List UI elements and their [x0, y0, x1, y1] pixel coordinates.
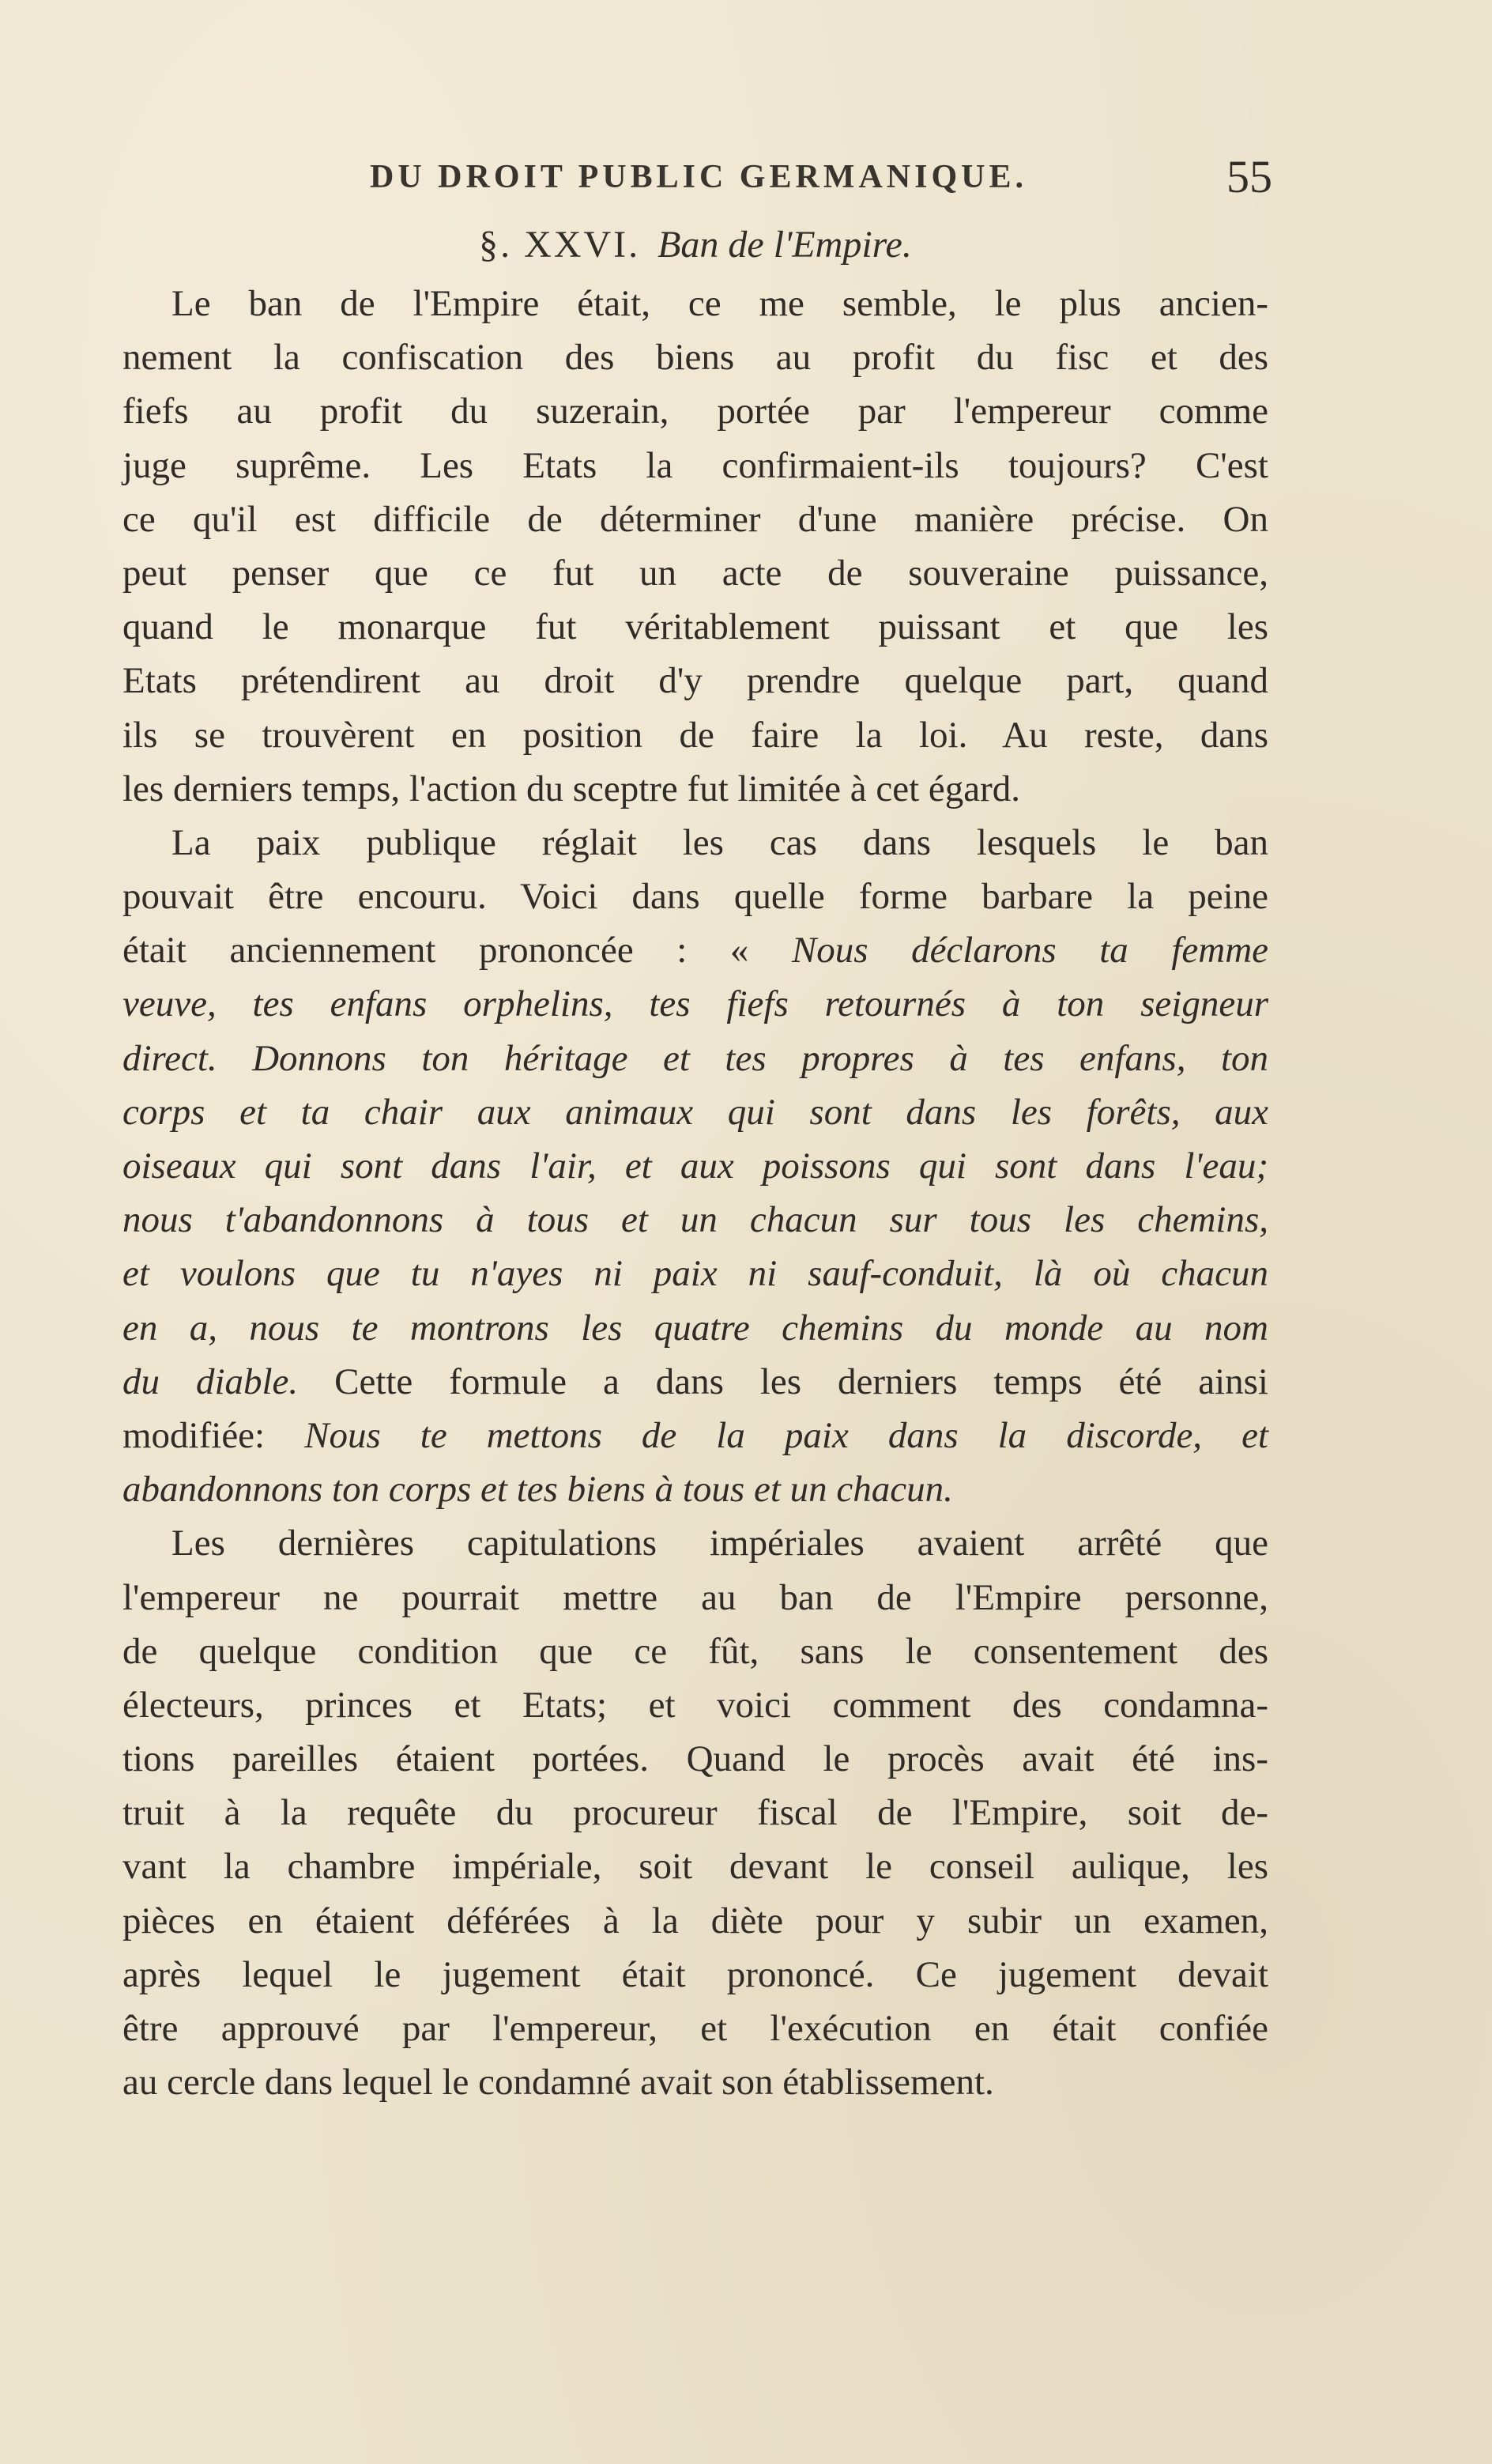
text-segment: électeurs, princes et Etats; et voici comment des condamna-: [122, 1684, 1268, 1726]
text-line: [122, 1732, 1268, 1786]
page-number: 55: [1226, 151, 1272, 202]
text-segment: La paix publique réglait les cas dans lesquels le ban: [171, 821, 1268, 863]
italic-text: abandonnons ton corps et tes biens à tous et un chacun.: [122, 1469, 953, 1511]
text-line: [122, 2002, 1268, 2055]
text-segment: être approuvé par l'empereur, et l'exécution en était confiée: [122, 2008, 1268, 2049]
text-segment: Le ban de l'Empire était, ce me semble, le plus ancien-: [171, 283, 1268, 324]
text-line: [122, 1678, 1268, 1732]
text-segment: pièces en étaient déférées à la diète pour y subir un examen,: [122, 1900, 1268, 1941]
text-line: [122, 762, 1268, 816]
text-line: [122, 1355, 1268, 1409]
text-segment: tions pareilles étaient portées. Quand le procès avait été ins-: [122, 1738, 1268, 1780]
text-segment: après lequel le jugement était prononcé. Ce jugement devait: [122, 1953, 1268, 1995]
italic-text: direct. Donnons ton héritage et tes propres à tes enfans, ton: [122, 1037, 1268, 1079]
text-segment: Les dernières capitulations impériales avaient arrêté que: [171, 1523, 1268, 1564]
text-line: [122, 923, 1268, 977]
text-segment: Cette formule a dans les derniers temps été ainsi: [298, 1360, 1268, 1402]
body-text: [122, 277, 1268, 2109]
text-segment: truit à la requête du procureur fiscal de l'Empire, soit de-: [122, 1792, 1268, 1834]
text-segment: Etats prétendirent au droit d'y prendre quelque part, quand: [122, 660, 1268, 702]
text-segment: modifiée:: [122, 1414, 305, 1456]
text-line: [122, 1139, 1268, 1193]
text-line: [122, 600, 1268, 654]
text-line: [122, 708, 1268, 762]
text-line: [122, 870, 1268, 923]
text-line: [122, 546, 1268, 600]
text-segment: fiefs au profit du suzerain, portée par l'empereur comme: [122, 391, 1268, 432]
text-line: [122, 1462, 1268, 1516]
text-line: [122, 1786, 1268, 1840]
section-heading: [119, 223, 1272, 266]
italic-text: Nous te mettons de la paix dans la discorde, et: [304, 1414, 1268, 1456]
text-segment: juge suprême. Les Etats la confirmaient-ils toujours? C'est: [122, 444, 1268, 486]
text-segment: de quelque condition que ce fût, sans le consentement des: [122, 1630, 1268, 1672]
text-line: [122, 2055, 1268, 2109]
text-line: [122, 1571, 1268, 1624]
text-segment: vant la chambre impériale, soit devant le conseil aulique, les: [122, 1846, 1268, 1888]
text-segment: peut penser que ce fut un acte de souveraine puissance,: [122, 552, 1268, 594]
text-line: [122, 1948, 1268, 2002]
text-segment: au cercle dans lequel le condamné avait son établissement.: [122, 2062, 994, 2104]
text-segment: nement la confiscation des biens au profit du fisc et des: [122, 337, 1268, 379]
text-line: [122, 816, 1268, 870]
text-line: [122, 1840, 1268, 1893]
text-line: [122, 654, 1268, 708]
text-line: [122, 330, 1268, 384]
italic-text: Nous déclarons ta femme: [791, 930, 1268, 972]
running-head: DU DROIT PUBLIC GERMANIQUE.: [370, 159, 1027, 195]
text-line: [122, 384, 1268, 438]
text-line: [122, 1247, 1268, 1300]
text-segment: ce qu'il est difficile de déterminer d'une manière précise. On: [122, 498, 1268, 540]
text-line: [122, 1301, 1268, 1355]
text-segment: l'empereur ne pourrait mettre au ban de l'Empire personne,: [122, 1576, 1268, 1618]
text-line: [122, 492, 1268, 546]
italic-text: et voulons que tu n'ayes ni paix ni sauf-conduit, là où chacun: [122, 1253, 1268, 1295]
text-line: [122, 1032, 1268, 1085]
text-line: [122, 439, 1268, 492]
text-segment: quand le monarque fut véritablement puissant et que les: [122, 606, 1268, 648]
text-line: [122, 1409, 1268, 1462]
italic-text: corps et ta chair aux animaux qui sont dans les forêts, aux: [122, 1091, 1268, 1133]
text-segment: ils se trouvèrent en position de faire la loi. Au reste, dans: [122, 714, 1268, 756]
italic-text: nous t'abandonnons à tous et un chacun sur tous les chemins,: [122, 1199, 1268, 1241]
text-line: [122, 1516, 1268, 1570]
section-title: Ban de l'Empire.: [657, 224, 912, 266]
text-line: [122, 1624, 1268, 1678]
text-line: [122, 1894, 1268, 1948]
text-segment: était anciennement prononcée : «: [122, 930, 792, 972]
section-number: §. XXVI.: [479, 224, 641, 266]
italic-text: oiseaux qui sont dans l'air, et aux poissons qui sont dans l'eau;: [122, 1145, 1268, 1187]
text-line: [122, 277, 1268, 330]
text-line: [122, 1085, 1268, 1139]
page-header: [119, 151, 1272, 202]
text-segment: pouvait être encouru. Voici dans quelle forme barbare la peine: [122, 876, 1268, 918]
text-segment: les derniers temps, l'action du sceptre fut limitée à cet égard.: [122, 768, 1021, 809]
text-line: [122, 1193, 1268, 1247]
italic-text: du diable.: [122, 1360, 299, 1402]
italic-text: en a, nous te montrons les quatre chemins du monde au nom: [122, 1307, 1268, 1349]
italic-text: veuve, tes enfans orphelins, tes fiefs retournés à ton seigneur: [122, 983, 1268, 1025]
text-line: [122, 977, 1268, 1031]
